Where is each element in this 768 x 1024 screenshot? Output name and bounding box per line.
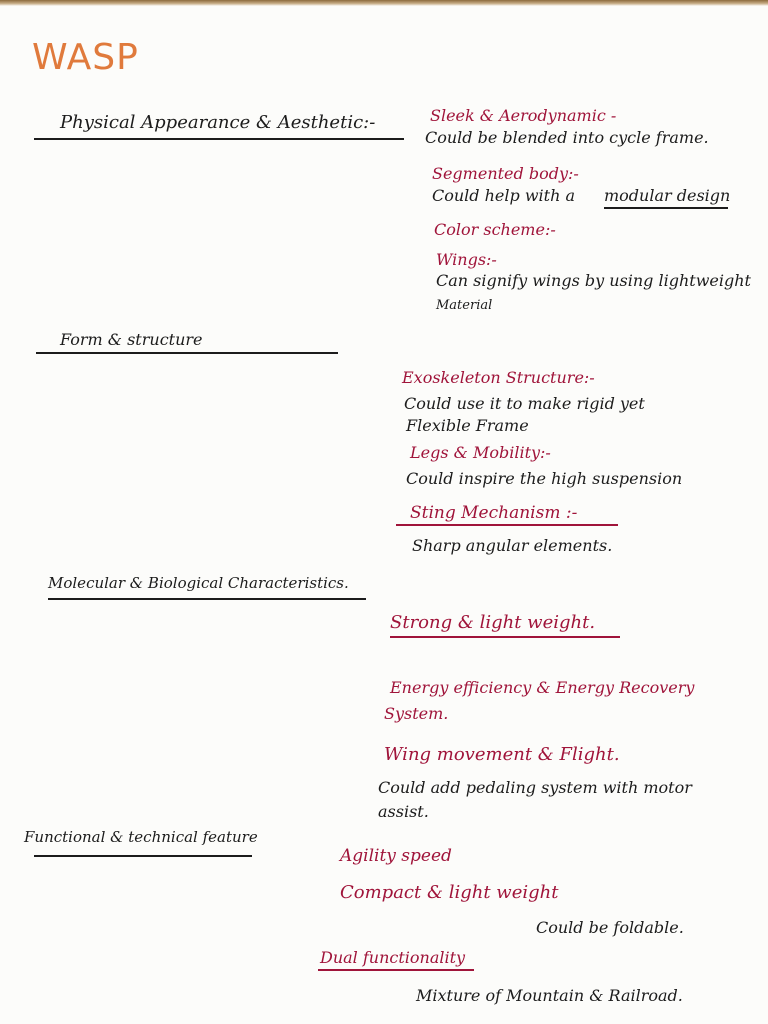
note-line: Wings:-	[436, 250, 497, 269]
note-line: Legs & Mobility:-	[410, 443, 551, 462]
note-line: Material	[436, 298, 493, 313]
text-underline	[390, 636, 620, 638]
note-line: Strong & light weight.	[390, 612, 596, 633]
note-line: System.	[384, 704, 449, 723]
note-line: Could inspire the high suspension	[406, 469, 683, 488]
page-top-edge	[0, 0, 768, 6]
note-line: Sleek & Aerodynamic -	[430, 106, 617, 125]
heading-underline	[36, 352, 338, 354]
note-line: Sting Mechanism :-	[410, 503, 578, 523]
note-line: Compact & light weight	[340, 882, 559, 903]
note-line: Could be foldable.	[536, 918, 684, 937]
note-line: Agility speed	[340, 846, 452, 866]
note-line: Exoskeleton Structure:-	[402, 368, 595, 387]
section-heading-form: Form & structure	[60, 330, 203, 349]
note-line: Color scheme:-	[434, 220, 556, 239]
note-line: assist.	[378, 802, 429, 821]
note-line: Sharp angular elements.	[412, 536, 613, 555]
text-underline	[604, 207, 728, 209]
note-line: Could use it to make rigid yet	[404, 394, 645, 413]
section-heading-functional: Functional & technical feature	[24, 828, 258, 846]
note-line: Could be blended into cycle frame.	[425, 128, 709, 147]
note-line: Wing movement & Flight.	[384, 744, 620, 765]
note-line: Dual functionality	[320, 948, 466, 967]
heading-underline	[34, 138, 404, 140]
note-line: modular design	[604, 186, 731, 205]
text-underline	[396, 524, 618, 526]
section-heading-physical: Physical Appearance & Aesthetic:-	[60, 112, 376, 133]
note-line: Energy efficiency & Energy Recovery	[390, 678, 695, 697]
note-line: Mixture of Mountain & Railroad.	[416, 986, 683, 1005]
page-title: WASP	[32, 37, 139, 78]
heading-underline	[48, 598, 366, 600]
note-line: Could add pedaling system with motor	[378, 778, 692, 797]
heading-underline	[34, 855, 252, 857]
text-underline	[318, 969, 474, 971]
note-line: Flexible Frame	[406, 416, 529, 435]
section-heading-molecular: Molecular & Biological Characteristics.	[48, 574, 349, 592]
note-line: Can signify wings by using lightweight	[436, 271, 751, 290]
note-line: Could help with a	[432, 186, 576, 205]
note-line: Segmented body:-	[432, 164, 579, 183]
